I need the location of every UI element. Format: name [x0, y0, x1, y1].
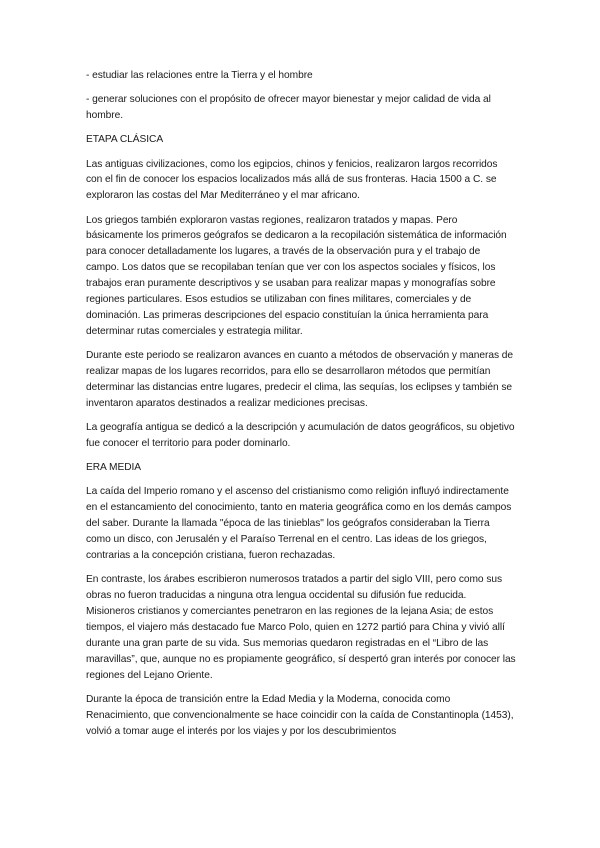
document-page	[86, 68, 516, 748]
paragraph-arabs: En contraste, los árabes escribieron numerosos tratados a partir del siglo VIII, pero como sus obras no fueron traducidas a ninguna otra lengua occidental su difusión fue reducida. Misioneros cristianos y comerciantes penetraron en las regiones de la lejana Asia; de estos tiempos, el viajero más destacado fue Marco Polo, quien en 1272 partió para China y vivió allí durante una gran parte de su vida. Sus memorias quedaron registradas en el “Libro de las maravillas”, que, aunque no es propiamente geográfico, sí despertó gran interés por conocer las regiones del Lejano Oriente.	[86, 574, 516, 681]
heading-etapa-clasica: ETAPA CLÁSICA	[86, 134, 164, 146]
paragraph-ancient-civilizations: Las antiguas civilizaciones, como los egipcios, chinos y fenicios, realizaron largos recorridos con el fin de conocer los espacios localizados más allá de sus fronteras. Hacia 1500 a C. se exploraron las costas del Mar Mediterráneo y el mar africano.	[86, 158, 498, 202]
paragraph-roman-empire: La caída del Imperio romano y el ascenso del cristianismo como religión influyó indirectamente en el estancamiento del conocimiento, tanto en materia geográfica como en los demás campos del saber. Durante la llamada "época de las tinieblas" los geógrafos consideraban la Tierra como un disco, con Jerusalén y el Paraíso Terrenal en el centro. Las ideas de los griegos, contrarias a la concepción cristiana, fueron rechazadas.	[86, 486, 512, 561]
paragraph-renaissance: Durante la época de transición entre la Edad Media y la Moderna, conocida como Renacimiento, que convencionalmente se hace coincidir con la caída de Constantinopla (1453), volvió a tomar auge el interés por los viajes y por los descubrimientos	[86, 693, 514, 737]
bullet-relations: - estudiar las relaciones entre la Tierra y el hombre	[86, 70, 313, 81]
paragraph-greeks: Los griegos también exploraron vastas regiones, realizaron tratados y mapas. Pero básicamente los primeros geógrafos se dedicaron a la recopilación sistemática de información para conocer detalladamente los lugares, a través de la observación pura y el trabajo de campo. Los datos que se recopilaban tenían que ver con los aspectos sociales y físicos, los trabajos eran puramente descriptivos y se usaban para realizar mapas y monografías sobre regiones particulares. Esos estudios se utilizaban con fines militares, comerciales y de dominación. Las primeras descripciones del espacio constituían la única herramienta para determinar rutas comerciales y estrategia militar.	[86, 214, 507, 337]
heading-era-media: ERA MEDIA	[86, 462, 142, 474]
paragraph-ancient-geography: La geografía antigua se dedicó a la descripción y acumulación de datos geográficos, su objetivo fue conocer el territorio para poder dominarlo.	[86, 422, 515, 449]
paragraph-observation-methods: Durante este periodo se realizaron avances en cuanto a métodos de observación y maneras de realizar mapas de los lugares recorridos, para ello se desarrollaron métodos que permitían determinar las distancias entre lugares, predecir el clima, las sequías, los eclipses y también se inventaron aparatos destinados a realizar mediciones precisas.	[86, 350, 514, 409]
bullet-solutions: - generar soluciones con el propósito de ofrecer mayor bienestar y mejor calidad de vida al hombre.	[86, 94, 491, 122]
